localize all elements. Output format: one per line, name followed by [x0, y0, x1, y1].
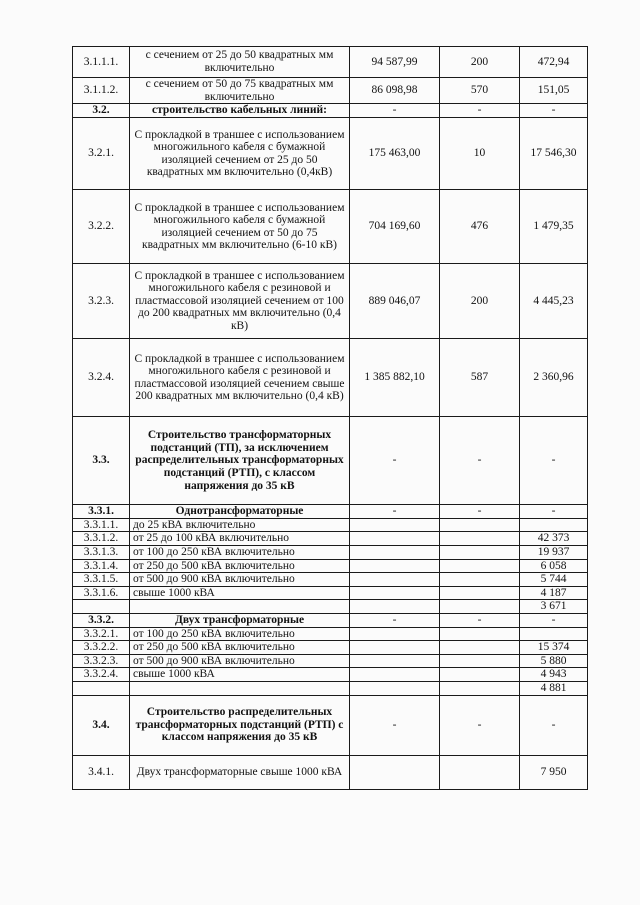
row-value-length — [440, 559, 520, 573]
row-value-length: 200 — [440, 264, 520, 339]
row-name — [130, 681, 350, 695]
table-row — [73, 627, 588, 641]
row-value-cost: 889 046,07 — [350, 264, 440, 339]
row-name: Строительство распределительных трансформаторных подстанций (РТП) с классом напряжения до 35 кВ — [130, 695, 350, 755]
row-value-length — [440, 755, 520, 789]
row-value-rate: 19 937 — [520, 545, 588, 559]
row-value-rate — [520, 518, 588, 532]
table-row — [73, 755, 588, 789]
row-name: от 250 до 500 кВА включительно — [130, 641, 350, 655]
row-value-length: - — [440, 505, 520, 519]
row-value-rate: - — [520, 613, 588, 627]
row-value-length — [440, 641, 520, 655]
row-value-length: - — [440, 695, 520, 755]
row-value-rate: 4 445,23 — [520, 264, 588, 339]
table-row — [73, 695, 588, 755]
row-code: 3.3.2.3. — [73, 654, 130, 668]
table-row — [73, 573, 588, 587]
table-row — [73, 190, 588, 264]
row-value-length — [440, 573, 520, 587]
row-value-length: - — [440, 613, 520, 627]
row-name: С прокладкой в траншее с использованием многожильного кабеля с бумажной изоляцией сечением от 25 до 50 квадратных мм включительно (0,4кВ) — [130, 118, 350, 190]
row-name: от 25 до 100 кВА включительно — [130, 532, 350, 546]
row-code: 3.3.1.5. — [73, 573, 130, 587]
table-row — [73, 654, 588, 668]
row-value-cost — [350, 518, 440, 532]
row-name: от 100 до 250 кВА включительно — [130, 627, 350, 641]
row-value-cost: - — [350, 613, 440, 627]
row-value-rate: 7 950 — [520, 755, 588, 789]
row-name: с сечением от 25 до 50 квадратных мм включительно — [130, 47, 350, 78]
row-value-length — [440, 545, 520, 559]
row-name: свыше 1000 кВА — [130, 668, 350, 682]
row-value-rate: 4 187 — [520, 586, 588, 600]
row-value-rate: 6 058 — [520, 559, 588, 573]
row-value-rate: 15 374 — [520, 641, 588, 655]
row-value-cost: 704 169,60 — [350, 190, 440, 264]
row-value-rate: 5 880 — [520, 654, 588, 668]
row-value-cost — [350, 586, 440, 600]
row-code: 3.3.1.6. — [73, 586, 130, 600]
row-code: 3.3.2.1. — [73, 627, 130, 641]
row-code: 3.3.2. — [73, 613, 130, 627]
row-code: 3.2.4. — [73, 339, 130, 417]
row-value-rate: 4 943 — [520, 668, 588, 682]
row-value-cost — [350, 573, 440, 587]
table-row — [73, 600, 588, 614]
row-code: 3.3.2.2. — [73, 641, 130, 655]
row-code: 3.1.1.1. — [73, 47, 130, 78]
row-name: от 100 до 250 кВА включительно — [130, 545, 350, 559]
table-row — [73, 518, 588, 532]
table-row — [73, 532, 588, 546]
row-value-length — [440, 518, 520, 532]
row-name: Однотрансформаторные — [130, 505, 350, 519]
tariff-table-body — [73, 47, 588, 790]
table-row — [73, 339, 588, 417]
row-code: 3.3.1. — [73, 505, 130, 519]
row-name: от 500 до 900 кВА включительно — [130, 654, 350, 668]
row-code — [73, 600, 130, 614]
row-code: 3.3. — [73, 417, 130, 505]
row-value-rate: - — [520, 417, 588, 505]
row-code: 3.2.1. — [73, 118, 130, 190]
row-name: Строительство трансформаторных подстанций (ТП), за исключением распределительных трансформаторных подстанций (РТП), с классом напряжения до 35 кВ — [130, 417, 350, 505]
row-name: от 250 до 500 кВА включительно — [130, 559, 350, 573]
row-code: 3.3.2.4. — [73, 668, 130, 682]
row-value-rate: 472,94 — [520, 47, 588, 78]
row-value-rate: - — [520, 695, 588, 755]
row-value-length: 587 — [440, 339, 520, 417]
row-value-rate: 1 479,35 — [520, 190, 588, 264]
row-value-cost — [350, 627, 440, 641]
row-code: 3.3.1.2. — [73, 532, 130, 546]
table-row — [73, 417, 588, 505]
row-name: Двух трансформаторные — [130, 613, 350, 627]
row-value-cost — [350, 559, 440, 573]
table-row — [73, 545, 588, 559]
row-value-rate: 2 360,96 — [520, 339, 588, 417]
row-name: от 500 до 900 кВА включительно — [130, 573, 350, 587]
row-value-length: 10 — [440, 118, 520, 190]
row-name: С прокладкой в траншее с использованием многожильного кабеля с резиновой и пластмассовой изоляцией сечением свыше 200 квадратных мм включительно (0,4 кВ) — [130, 339, 350, 417]
row-value-cost — [350, 654, 440, 668]
row-value-cost: 175 463,00 — [350, 118, 440, 190]
table-row — [73, 681, 588, 695]
table-row — [73, 264, 588, 339]
row-value-length: 570 — [440, 78, 520, 104]
row-value-cost: - — [350, 505, 440, 519]
row-name: Двух трансформаторные свыше 1000 кВА — [130, 755, 350, 789]
table-row — [73, 641, 588, 655]
tariff-table — [72, 46, 588, 790]
row-value-cost: - — [350, 104, 440, 118]
row-value-cost: 1 385 882,10 — [350, 339, 440, 417]
row-value-rate — [520, 627, 588, 641]
row-value-rate: 42 373 — [520, 532, 588, 546]
row-code: 3.3.1.4. — [73, 559, 130, 573]
row-value-cost — [350, 668, 440, 682]
row-name: С прокладкой в траншее с использованием многожильного кабеля с резиновой и пластмассовой изоляцией сечением от 100 до 200 квадратных мм включительно (0,4 кВ) — [130, 264, 350, 339]
row-value-cost: - — [350, 417, 440, 505]
row-code — [73, 681, 130, 695]
row-name: свыше 1000 кВА — [130, 586, 350, 600]
row-code: 3.3.1.1. — [73, 518, 130, 532]
row-value-cost: - — [350, 695, 440, 755]
row-value-cost — [350, 600, 440, 614]
row-value-cost: 94 587,99 — [350, 47, 440, 78]
row-code: 3.2. — [73, 104, 130, 118]
row-code: 3.1.1.2. — [73, 78, 130, 104]
row-value-length: - — [440, 417, 520, 505]
row-value-rate: - — [520, 104, 588, 118]
row-value-cost — [350, 545, 440, 559]
row-value-length — [440, 668, 520, 682]
row-value-length — [440, 681, 520, 695]
row-value-length — [440, 600, 520, 614]
row-name — [130, 600, 350, 614]
row-value-length: - — [440, 104, 520, 118]
row-code: 3.4.1. — [73, 755, 130, 789]
row-value-length — [440, 586, 520, 600]
row-value-rate: 151,05 — [520, 78, 588, 104]
row-value-cost: 86 098,98 — [350, 78, 440, 104]
table-row — [73, 613, 588, 627]
row-value-cost — [350, 681, 440, 695]
table-row — [73, 668, 588, 682]
row-value-rate: 3 671 — [520, 600, 588, 614]
row-code: 3.3.1.3. — [73, 545, 130, 559]
row-value-rate: - — [520, 505, 588, 519]
table-row — [73, 104, 588, 118]
row-name: с сечением от 50 до 75 квадратных мм включительно — [130, 78, 350, 104]
row-value-length — [440, 654, 520, 668]
row-name: С прокладкой в траншее с использованием многожильного кабеля с бумажной изоляцией сечением от 50 до 75 квадратных мм включительно (6-10 кВ) — [130, 190, 350, 264]
row-code: 3.2.2. — [73, 190, 130, 264]
row-value-cost — [350, 755, 440, 789]
table-row — [73, 78, 588, 104]
table-row — [73, 586, 588, 600]
row-code: 3.4. — [73, 695, 130, 755]
row-code: 3.2.3. — [73, 264, 130, 339]
row-value-cost — [350, 532, 440, 546]
row-name: до 25 кВА включительно — [130, 518, 350, 532]
table-row — [73, 559, 588, 573]
row-value-length: 200 — [440, 47, 520, 78]
row-value-length: 476 — [440, 190, 520, 264]
table-row — [73, 505, 588, 519]
table-row — [73, 118, 588, 190]
row-value-rate: 4 881 — [520, 681, 588, 695]
row-value-rate: 17 546,30 — [520, 118, 588, 190]
row-value-cost — [350, 641, 440, 655]
row-value-length — [440, 627, 520, 641]
row-name: строительство кабельных линий: — [130, 104, 350, 118]
row-value-length — [440, 532, 520, 546]
row-value-rate: 5 744 — [520, 573, 588, 587]
table-row — [73, 47, 588, 78]
